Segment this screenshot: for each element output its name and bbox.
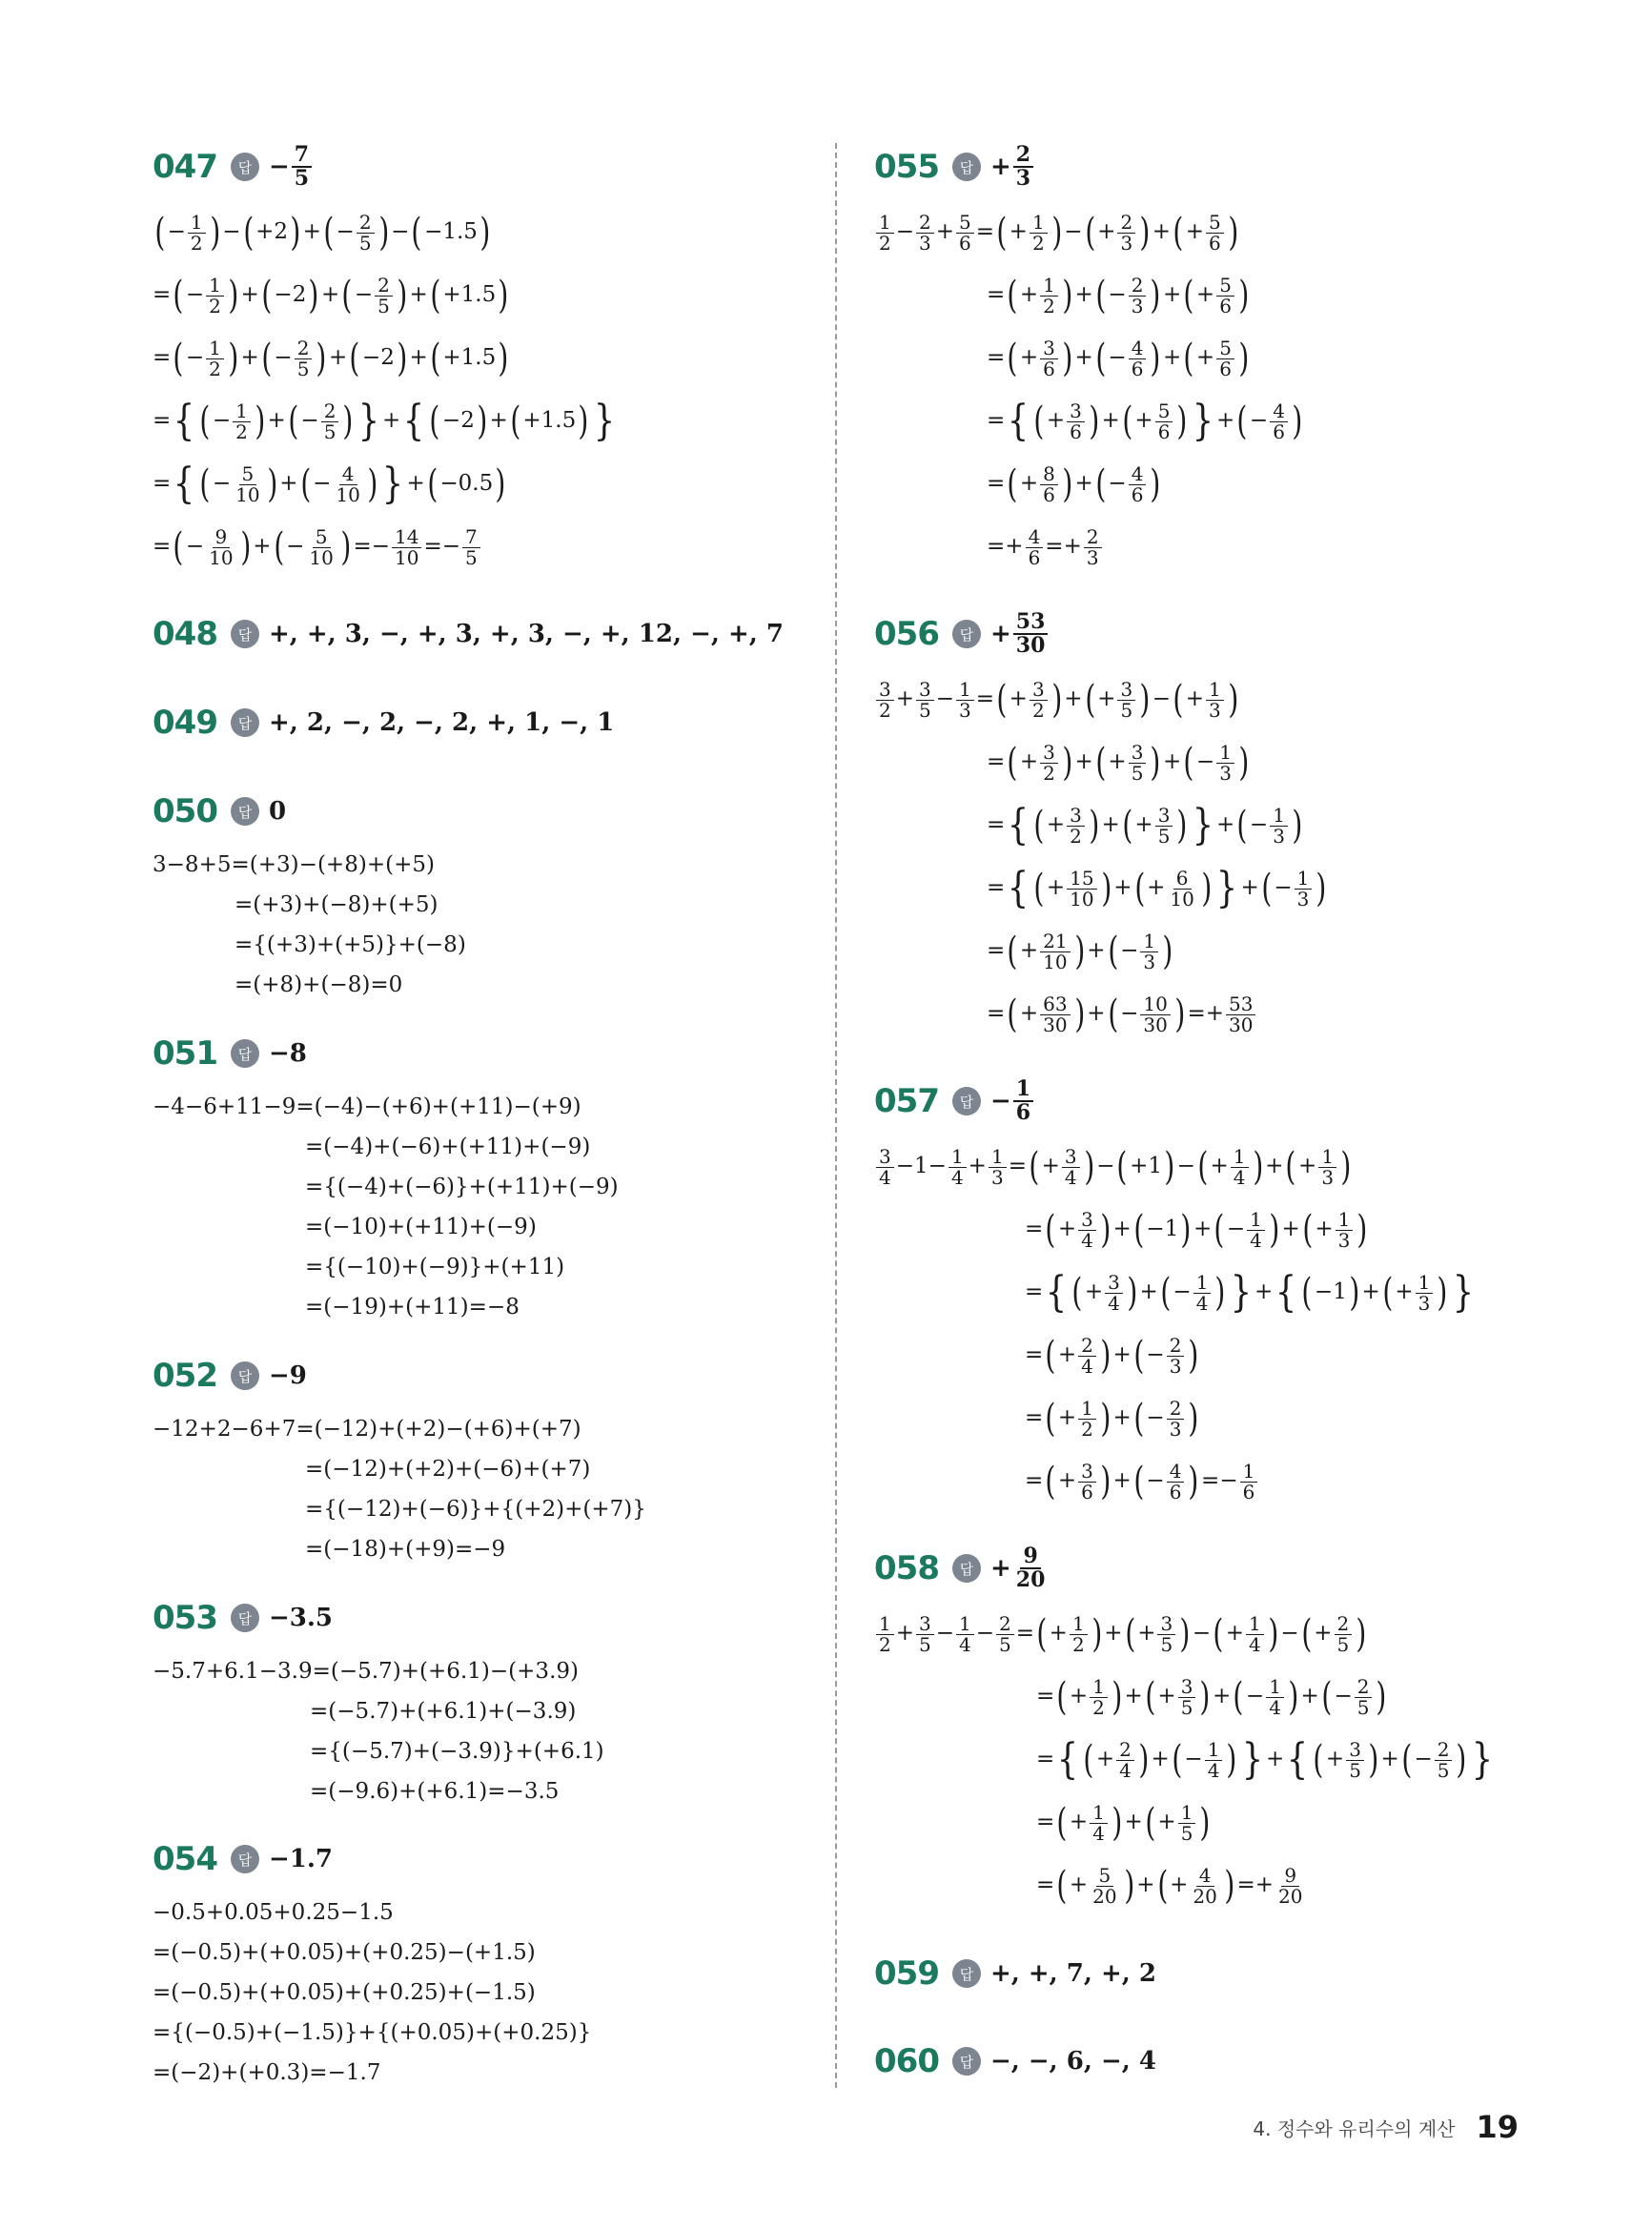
problem-059 [874, 1950, 1156, 1997]
solution-lines [153, 1409, 646, 1569]
solution-line: =(−2)+(+0.3)=−1.7 [153, 2060, 381, 2085]
solution-line: ={ ( + $\frac{3}{6}$ ) +( + $\frac{5}{6}$ ) } +( − $\frac{4}{6}$ ) [987, 397, 1303, 445]
solution-line: =(−5.7)+(+6.1)+(−3.9) [310, 1699, 577, 1724]
solution-line: =( + $\frac{63}{30}$ ) +( − $\frac{10}{30}$ ) =+ $\frac{53}{30}$ [874, 982, 1329, 1045]
solution-line: =( − $\frac{9}{10}$ ) +( − $\frac{5}{10}$ ) =− $\frac{14}{10}$ =− $\frac{7}{5}$ [153, 515, 618, 578]
problem-number: 049 [153, 704, 217, 742]
solution-line: =( + $\frac{1}{2}$ ) +( − $\frac{2}{3}$ ) [1025, 1396, 1199, 1441]
solution-line: −4−6+11−9=(−4)−(+6)+(+11)−(+9) [153, 1095, 581, 1119]
solution-line: =(−10)+(+11)+(−9) [305, 1215, 537, 1239]
problem-052 [153, 1352, 646, 1569]
answer-badge: 답 [231, 153, 259, 181]
solution-lines [153, 845, 466, 1005]
solution-line: =( + $\frac{21}{10}$ ) +( − $\frac{1}{3}$ ) [987, 929, 1173, 973]
answer-value: − $\frac{7}{5}$ [269, 144, 314, 190]
answer-badge: 답 [231, 1039, 259, 1068]
column-divider [835, 143, 837, 2088]
answer-badge: 답 [231, 620, 259, 648]
answer-badge: 답 [952, 1087, 981, 1115]
solution-line: ={(+3)+(+5)}+(−8) [235, 932, 466, 957]
solution-lines [153, 1651, 604, 1811]
answer-badge: 답 [231, 1361, 259, 1390]
answer-badge: 답 [231, 1604, 259, 1632]
problem-number: 047 [153, 148, 217, 186]
solution-line: =( − $\frac{1}{2}$ ) +( − $\frac{2}{5}$ ) +( −2) +( +1.5) [153, 336, 509, 380]
problem-number: 050 [153, 792, 217, 830]
problem-047 [153, 143, 618, 578]
answer-value: +, 2, −, 2, −, 2, +, 1, −, 1 [268, 708, 615, 737]
solution-line: =( − $\frac{1}{2}$ ) +( −2) +( − $\frac{2}{5}$ ) +( +1.5) [153, 273, 509, 317]
answer-badge: 답 [952, 1554, 981, 1583]
problem-number: 051 [153, 1034, 217, 1073]
solution-line: $\frac{3}{4}$ −1− $\frac{1}{4}$ + $\frac{1}{3}$ =( + $\frac{3}{4}$ ) −( +1) −( + $\frac{1}{4}$ ) +( + $\frac{1}{3}$ ) [874, 1135, 1477, 1197]
solution-line: =( + $\frac{3}{2}$ ) +( + $\frac{3}{5}$ ) +( − $\frac{1}{3}$ ) [987, 740, 1250, 785]
answer-value: −9 [268, 1361, 307, 1390]
problem-number: 048 [153, 615, 217, 653]
solution-line: ={(−10)+(−9)}+(+11) [305, 1255, 565, 1279]
problem-number: 058 [874, 1549, 939, 1587]
answer-badge: 답 [952, 1959, 981, 1988]
problem-number: 055 [874, 148, 939, 186]
solution-line: =( + $\frac{3}{6}$ ) +( − $\frac{4}{6}$ ) =− $\frac{1}{6}$ [874, 1449, 1477, 1512]
answer-badge: 답 [231, 797, 259, 826]
solution-line: ={ ( + $\frac{3}{4}$ ) +( − $\frac{1}{4}$ ) } +{ ( −1) +( + $\frac{1}{3}$ ) } [1025, 1268, 1475, 1317]
problem-049 [153, 699, 614, 747]
solution-line: ={(−0.5)+(−1.5)}+{(+0.05)+(+0.25)} [153, 2020, 592, 2045]
answer-badge: 답 [231, 708, 259, 737]
problem-054 [153, 1835, 591, 2093]
problem-number: 056 [874, 615, 939, 653]
answer-badge: 답 [231, 1845, 259, 1873]
solution-line: $\frac{3}{2}$ + $\frac{3}{5}$ − $\frac{1}{3}$ =( + $\frac{3}{2}$ ) +( + $\frac{3}{5}$ ) −( + $\frac{1}{3}$ ) [874, 667, 1329, 730]
problem-051 [153, 1030, 619, 1327]
solution-lines [874, 1135, 1477, 1512]
solution-line: ={(−5.7)+(−3.9)}+(+6.1) [310, 1739, 604, 1764]
solution-line: ={(−12)+(−6)}+{(+2)+(+7)} [305, 1497, 646, 1522]
solution-line: ={ ( + $\frac{3}{2}$ ) +( + $\frac{3}{5}$ ) } +( − $\frac{1}{3}$ ) [987, 801, 1303, 849]
answer-value: +, +, 3, −, +, 3, +, 3, −, +, 12, −, +, 7 [268, 620, 784, 648]
solution-line: =( + $\frac{1}{2}$ ) +( − $\frac{2}{3}$ ) +( + $\frac{5}{6}$ ) [987, 273, 1250, 317]
problem-058 [874, 1545, 1496, 1916]
problem-056 [874, 610, 1329, 1045]
answer-value: −8 [268, 1039, 307, 1068]
solution-line: =(+8)+(−8)=0 [235, 972, 403, 997]
problem-050 [153, 788, 466, 1005]
answer-value: + $\frac{2}{3}$ [990, 144, 1035, 190]
solution-line: ={ ( + $\frac{15}{10}$ ) +( + $\frac{6}{10}$ ) } +( − $\frac{1}{3}$ ) [987, 864, 1327, 912]
solution-line: ={ ( − $\frac{5}{10}$ ) +( − $\frac{4}{10}$ ) } +( −0.5) [153, 460, 506, 508]
answer-value: −1.7 [268, 1845, 334, 1873]
solution-lines [153, 1087, 619, 1327]
answer-value: −, −, 6, −, 4 [989, 2047, 1156, 2076]
problem-057 [874, 1077, 1477, 1512]
solution-line: −5.7+6.1−3.9=(−5.7)+(+6.1)−(+3.9) [153, 1659, 579, 1684]
solution-lines [153, 200, 618, 578]
solution-line: $\frac{1}{2}$ + $\frac{3}{5}$ − $\frac{1}{4}$ − $\frac{2}{5}$ =( + $\frac{1}{2}$ ) +( + $\frac{3}{5}$ ) −( + $\frac{1}{4}$ ) −( + $\frac{2}{5}$ ) [874, 1602, 1496, 1665]
solution-line: =(−19)+(+11)=−8 [305, 1295, 520, 1320]
problem-048 [153, 610, 784, 658]
answer-badge: 답 [952, 2047, 981, 2076]
page-footer [1253, 2109, 1519, 2145]
chapter-title: 4. 정수와 유리수의 계산 [1253, 2117, 1456, 2140]
answer-value: + $\frac{9}{20}$ [989, 1543, 1046, 1592]
solution-lines [874, 667, 1329, 1045]
problem-number: 057 [874, 1082, 939, 1120]
solution-lines [153, 1892, 591, 2093]
answer-value: −3.5 [268, 1604, 334, 1632]
solution-line: =( + $\frac{8}{6}$ ) +( − $\frac{4}{6}$ ) [987, 461, 1161, 506]
problem-055 [874, 143, 1305, 578]
solution-line: =(−0.5)+(+0.05)+(+0.25)+(−1.5) [153, 1980, 536, 2005]
solution-line: −0.5+0.05+0.25−1.5 [153, 1900, 394, 1925]
solution-line: =+ $\frac{4}{6}$ =+ $\frac{2}{3}$ [874, 515, 1305, 578]
solution-line: =( + $\frac{1}{4}$ ) +( + $\frac{1}{5}$ ) [1036, 1800, 1211, 1845]
page-number: 19 [1476, 2109, 1519, 2145]
solution-lines [874, 200, 1305, 578]
solution-line: =(−0.5)+(+0.05)+(+0.25)−(+1.5) [153, 1940, 536, 1965]
solution-line: −12+2−6+7=(−12)+(+2)−(+6)+(+7) [153, 1417, 581, 1442]
answer-value: − $\frac{1}{6}$ [990, 1078, 1035, 1124]
problem-053 [153, 1594, 604, 1811]
solution-line: =( + $\frac{3}{6}$ ) +( − $\frac{4}{6}$ ) +( + $\frac{5}{6}$ ) [987, 336, 1250, 380]
solution-line: =(−18)+(+9)=−9 [305, 1537, 506, 1562]
solution-line: 3−8+5=(+3)−(+8)+(+5) [153, 852, 435, 877]
solution-line: =( + $\frac{5}{20}$ ) +( + $\frac{4}{20}$ ) =+ $\frac{9}{20}$ [1036, 1863, 1303, 1908]
solution-line: =(−4)+(−6)+(+11)+(−9) [305, 1135, 591, 1159]
solution-line: =( + $\frac{2}{4}$ ) +( − $\frac{2}{3}$ ) [1025, 1333, 1199, 1378]
answer-badge: 답 [952, 620, 981, 648]
answer-value: 0 [268, 797, 287, 826]
solution-line: =(+3)+(−8)+(+5) [235, 892, 438, 917]
solution-line: $\frac{1}{2}$ − $\frac{2}{3}$ + $\frac{5}{6}$ =( + $\frac{1}{2}$ ) −( + $\frac{2}{3}$ ) +( + $\frac{5}{6}$ ) [874, 200, 1305, 263]
answer-value: +, +, 7, +, 2 [989, 1959, 1156, 1988]
answer-value: + $\frac{53}{30}$ [990, 611, 1050, 657]
solution-line: ( − $\frac{1}{2}$ ) −( +2) +( − $\frac{2}{5}$ ) −( −1.5) [154, 210, 491, 255]
problem-number: 053 [153, 1599, 217, 1637]
problem-number: 054 [153, 1840, 217, 1878]
solution-lines [874, 1602, 1496, 1916]
solution-line: =(−12)+(+2)+(−6)+(+7) [305, 1457, 591, 1482]
solution-line: ={ ( − $\frac{1}{2}$ ) +( − $\frac{2}{5}$ ) } +{ ( −2) +( +1.5) } [153, 397, 616, 445]
solution-line: =( + $\frac{1}{2}$ ) +( + $\frac{3}{5}$ ) +( − $\frac{1}{4}$ ) +( − $\frac{2}{5}$ ) [1036, 1674, 1387, 1719]
solution-line: =( + $\frac{3}{4}$ ) +( −1) +( − $\frac{1}{4}$ ) +( + $\frac{1}{3}$ ) [1025, 1207, 1368, 1252]
problem-060 [874, 2037, 1156, 2085]
problem-number: 052 [153, 1357, 217, 1395]
solution-line: =(−9.6)+(+6.1)=−3.5 [310, 1779, 560, 1804]
solution-line: ={ ( + $\frac{2}{4}$ ) +( − $\frac{1}{4}$ ) } +{ ( + $\frac{3}{5}$ ) +( − $\frac{2}{5}$ ) } [1036, 1735, 1494, 1784]
solution-line: ={(−4)+(−6)}+(+11)+(−9) [305, 1175, 619, 1199]
problem-number: 060 [874, 2042, 939, 2080]
answer-badge: 답 [952, 153, 981, 181]
problem-number: 059 [874, 1954, 939, 1993]
